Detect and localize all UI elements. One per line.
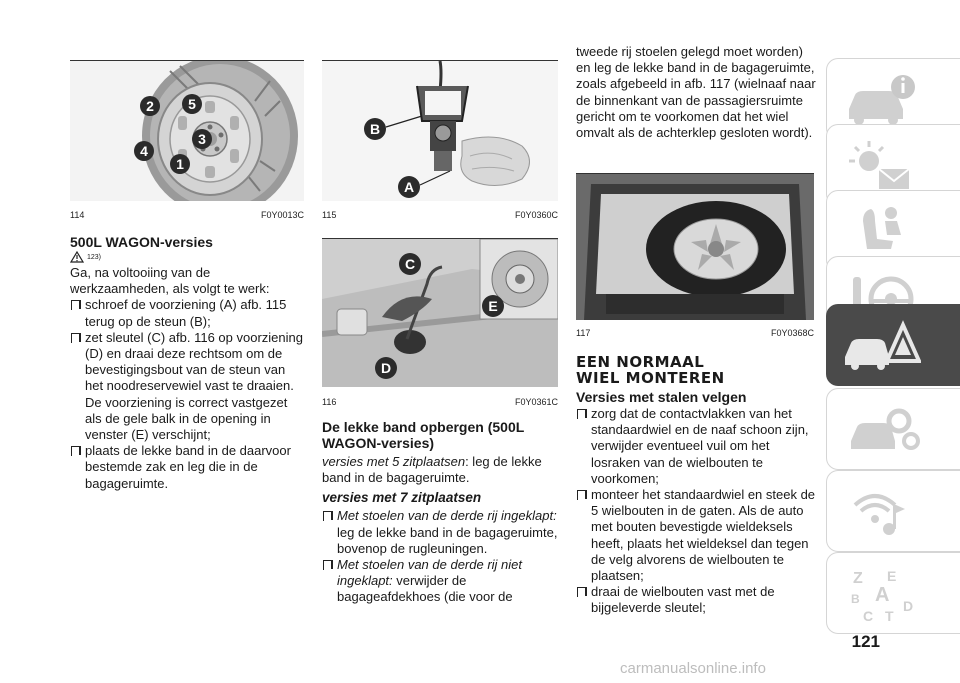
italic-not-folded: Met stoelen van de derde rij niet ingeklapt:: [337, 557, 522, 589]
callout-3: 3: [192, 129, 212, 149]
watermark: carmanualsonline.info: [620, 660, 766, 677]
figure-117-number: 117: [576, 328, 591, 338]
figure-114-callouts: [70, 61, 304, 201]
figure-114-number: 114: [70, 210, 85, 220]
svg-text:C: C: [863, 608, 874, 624]
figure-114-code: F0Y0013C: [260, 210, 304, 220]
subheading-stalen-velgen: Versies met stalen velgen: [576, 389, 747, 405]
italic-folded: Met stoelen van de derde rij ingeklapt:: [337, 508, 557, 524]
figure-115-caption: [322, 210, 558, 220]
svg-text:D: D: [903, 598, 914, 614]
chapter-tab-index[interactable]: [826, 552, 960, 634]
warning-triangle-icon: [70, 251, 84, 263]
figure-115-callouts: [322, 61, 558, 201]
text-5-seats: : leg de lekke band in de bagageruimte.: [322, 454, 542, 486]
figure-117-code: F0Y0368C: [770, 328, 814, 338]
callout-1: 1: [170, 154, 190, 174]
callout-c: C: [399, 253, 421, 275]
list-item: zorg dat de contactvlakken van het standaardwiel en de naaf schoon zijn, verwijder eventueel vuil om het losraken van de wielbouten te voorkomen;: [576, 406, 820, 487]
callout-5: 5: [182, 94, 202, 114]
column-2-text: [322, 419, 562, 606]
callout-4: 4: [134, 141, 154, 161]
svg-text:T: T: [885, 608, 894, 624]
callout-2: 2: [140, 96, 160, 116]
column-1-text: [70, 230, 306, 492]
chapter-tab-multimedia[interactable]: [826, 470, 960, 552]
column-3-top-text: [576, 44, 816, 141]
list-item: [322, 557, 562, 606]
list-item: monteer het standaardwiel en steek de 5 wielbouten in de gaten. Als de auto met bouten bevestigde wieldeksels heeft, plaats het wieldeksel dan tegen de velg alvorens de wielbouten te plaatsen;: [576, 487, 820, 584]
callout-a: A: [398, 176, 420, 198]
list-item: zet sleutel (C) afb. 116 op voorziening (D) en draai deze rechtsom om de bevestigingsbout van de steun van het noodreservewiel vast te draaien. De voorziening is correct vastgezet als de gele balk in de opening in venster (E) verschijnt;: [70, 330, 306, 443]
italic-5-seats: versies met 5 zitplaatsen: [322, 454, 466, 469]
warning-reference: [70, 251, 306, 263]
figure-116-number: 116: [322, 397, 337, 407]
continued-paragraph: tweede rij stoelen gelegd moet worden) en leg de lekke band in de bagageruimte, zoals afgebeeld in afb. 117 (wielnaaf naar de binnenkant van de passagiersruimte gericht om te voorkomen dat het wiel omvalt als de achterklep gesloten wordt).: [576, 44, 816, 141]
warning-number: 123): [87, 253, 102, 261]
subheading-7-seats: versies met 7 zitplaatsen: [322, 490, 482, 506]
section-heading-wagon: 500L WAGON-versies: [70, 234, 213, 250]
chapter-tab-maintenance[interactable]: [826, 388, 960, 470]
list-item: draai de wielbouten vast met de bijgeleverde sleutel;: [576, 584, 820, 616]
service-gears-icon: [841, 397, 921, 463]
alphabet-index-icon: [841, 561, 921, 627]
intro-paragraph: Ga, na voltooiing van de werkzaamheden, als volgt te werk:: [70, 265, 270, 297]
figure-115-code: F0Y0360C: [514, 210, 558, 220]
svg-text:E: E: [887, 568, 897, 584]
section-heading-monteren: EEN NORMAAL WIEL MONTEREN: [576, 353, 725, 387]
figure-116-callouts: [322, 239, 558, 387]
page-number: 121: [851, 632, 880, 651]
chapter-tab-emergency[interactable]: [826, 304, 960, 386]
figure-117-trunk-image: [576, 174, 814, 320]
figure-116-caption: [322, 397, 558, 407]
list-item: schroef de voorziening (A) afb. 115 terug op de steun (B);: [70, 297, 306, 329]
figure-114-caption: [70, 210, 304, 220]
section-heading-opbergen: De lekke band opbergen (500L WAGON-versies): [322, 419, 525, 451]
figure-115-number: 115: [322, 210, 337, 220]
paragraph-5-seats: [322, 454, 562, 486]
svg-text:Z: Z: [853, 570, 863, 587]
callout-b: B: [364, 118, 386, 140]
text-folded: leg de lekke band in de bagageruimte, bovenop de rugleuningen.: [337, 524, 558, 556]
callout-e: E: [482, 295, 504, 317]
column-3-text: [576, 354, 820, 617]
list-item: [322, 508, 562, 557]
figure-117-caption: [576, 328, 814, 338]
svg-text:B: B: [851, 592, 860, 606]
breakdown-warning-icon: [841, 313, 921, 379]
figure-116-code: F0Y0361C: [514, 397, 558, 407]
list-item: plaats de lekke band in de daarvoor bestemde zak en leg die in de bagageruimte.: [70, 443, 306, 492]
text-not-folded: verwijder de bagageafdekhoes (die voor de: [337, 573, 513, 605]
callout-d: D: [375, 357, 397, 379]
multimedia-icon: [841, 479, 921, 545]
svg-text:A: A: [875, 584, 890, 606]
leader-lines: [322, 61, 558, 201]
